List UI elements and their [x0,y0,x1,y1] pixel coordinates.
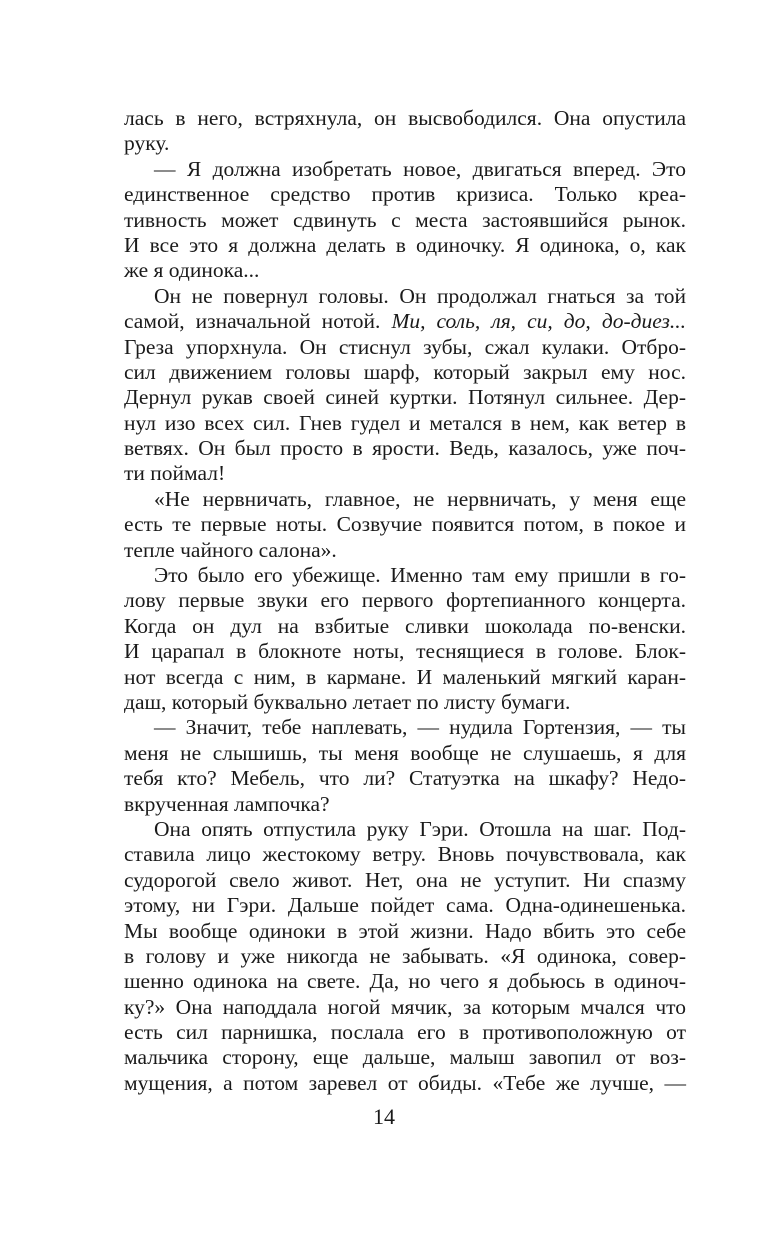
text-line: же я одинока... [124,258,260,283]
text-line: сил движением головы шарф, который закрыл ему нос. [124,359,686,384]
text-line: мущения, а потом заревел от обиды. «Тебе же лучше, — [124,1070,686,1095]
italic-text-segment: Ми, соль, ля, си, до, до-диез... [391,309,687,334]
text-line: «Не нервничать, главное, не нервничать, у меня еще [154,486,686,511]
text-line: И все это я должна делать в одиночку. Я одинока, о, как [124,232,686,257]
text-line: лась в него, встряхнула, он высвободился. Она опустила [124,106,686,130]
text-line: Это было его убежище. Именно там ему пришли в го- [154,563,686,588]
text-line: Она опять отпустила руку Гэри. Отошла на шаг. Под- [154,816,686,841]
page-number: 14 [373,1104,395,1129]
text-line: тивность может сдвинуть с места застоявшийся рынок. [124,207,686,232]
text-line: Он не повернул головы. Он продолжал гнаться за той [154,283,686,308]
text-line: судорогой свело живот. Нет, она не уступит. Ни спазму [124,867,686,892]
text-line: единственное средство против кризиса. Только креа- [124,182,686,207]
text-line [124,309,686,334]
text-line: Греза упорхнула. Он стиснул зубы, сжал кулаки. Отбро- [124,334,686,359]
text-line: есть сил парнишка, послала его в противоположную от [124,1020,686,1045]
text-line: меня не слышишь, ты меня вообще не слушаешь, я для [124,740,686,765]
text-segment: самой, изначальной нотой. [124,309,381,334]
text-line: Когда он дул на взбитые сливки шоколада по-венски. [124,613,686,638]
text-line: ставила лицо жестокому ветру. Вновь почувствовала, как [124,842,686,867]
body-text [124,106,686,1096]
text-line: ветвях. Он был просто в ярости. Ведь, казалось, уже поч- [124,436,686,461]
text-line: нот всегда с ним, в кармане. И маленький мягкий каран- [124,664,686,689]
text-line: — Я должна изобретать новое, двигаться вперед. Это [154,156,686,181]
text-line: руку. [124,131,170,156]
text-line: Дернул рукав своей синей куртки. Потянул сильнее. Дер- [124,385,686,410]
text-line: даш, который буквально летает по листу бумаги. [124,689,571,714]
text-line: лову первые звуки его первого фортепианного концерта. [124,588,686,613]
text-line: нул изо всех сил. Гнев гудел и метался в нем, как ветер в [124,410,686,435]
text-line: в голову и уже никогда не забывать. «Я одинока, совер- [124,943,686,968]
text-line: — Значит, тебе наплевать, — нудила Гортензия, — ты [154,715,686,740]
text-line: тепле чайного салона». [124,537,337,562]
text-line: шенно одинока на свете. Да, но чего я добьюсь в одиноч- [124,969,686,994]
text-line: Мы вообще одиноки в этой жизни. Надо вбить это себе [124,918,686,943]
text-line: ти поймал! [124,461,226,486]
text-line: тебя кто? Мебель, что ли? Статуэтка на шкафу? Недо- [124,766,686,791]
text-line: ку?» Она наподдала ногой мячик, за которым мчался что [124,994,686,1019]
text-line: мальчика сторону, еще дальше, малыш завопил от воз- [124,1045,686,1070]
text-line: вкрученная лампочка? [124,791,330,816]
text-line: есть те первые ноты. Созвучие появится потом, в покое и [124,512,686,537]
text-line: И царапал в блокноте ноты, теснящиеся в голове. Блок- [124,639,686,664]
text-line: этому, ни Гэри. Дальше пойдет сама. Одна-одинешенька. [124,893,686,918]
